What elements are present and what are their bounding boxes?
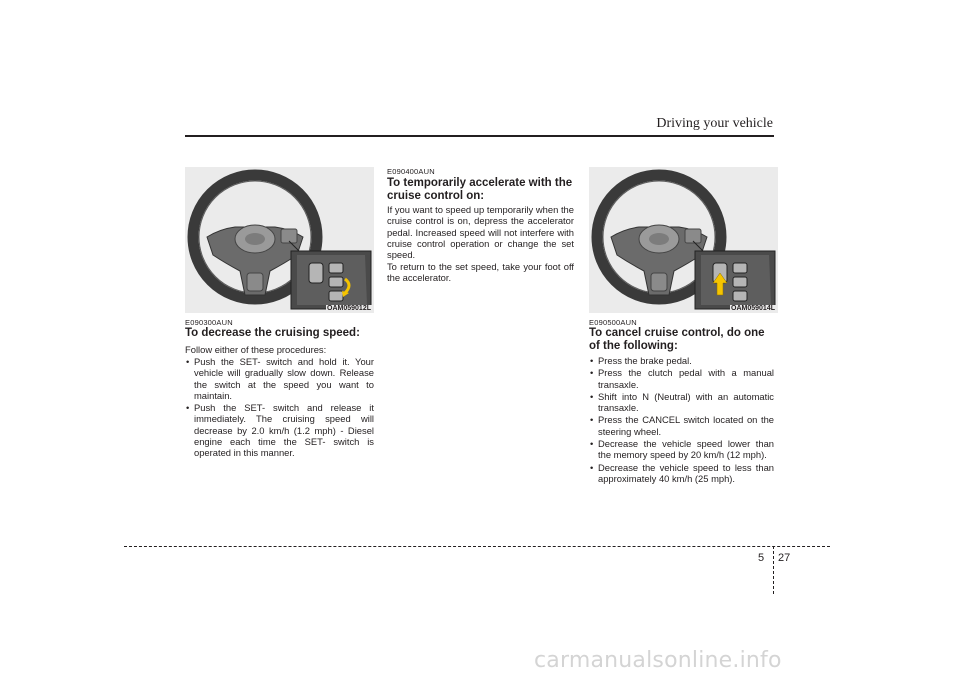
- list-item: • Decrease the vehicle speed to less than approximately 40 km/h (25 mph).: [589, 462, 774, 485]
- list-item: • Press the CANCEL switch located on the steering wheel.: [589, 414, 774, 437]
- list-item: • Push the SET- switch and hold it. Your vehicle will gradually slow down. Release the switch at the speed you want to maintain.: [185, 356, 374, 401]
- section-heading: [387, 177, 576, 203]
- list-item: • Push the SET- switch and release it immediately. The cruising speed will decrease by 2.0 km/h (1.2 mph) - Diesel engine each time the SET- switch is operated in this manner.: [185, 402, 374, 458]
- list-item: • Shift into N (Neutral) with an automatic transaxle.: [589, 391, 774, 414]
- section-heading: To decrease the cruising speed:: [185, 327, 360, 339]
- cancel-bullet-list: [589, 355, 774, 485]
- footer-dashed-rule: [124, 546, 830, 547]
- section-heading-line: of the following:: [589, 340, 678, 352]
- section-heading-line: To temporarily accelerate with the: [387, 177, 573, 189]
- section-heading: [589, 327, 778, 353]
- section-code: E090500AUN: [589, 318, 637, 327]
- steering-wheel-cancel-illustration: [589, 167, 778, 313]
- page-number: 27: [778, 552, 791, 564]
- list-item: • Press the clutch pedal with a manual transaxle.: [589, 367, 774, 390]
- section-paragraph: To return to the set speed, take your foot off the accelerator.: [387, 261, 574, 284]
- section-number: 5: [758, 552, 765, 564]
- section-heading-line: To cancel cruise control, do one: [589, 327, 765, 339]
- figure-code-label: OAM059014L: [731, 305, 775, 312]
- list-item: • Press the brake pedal.: [589, 355, 774, 366]
- section-heading-line: cruise control on:: [387, 190, 485, 202]
- header-rule: [185, 135, 774, 137]
- section-intro: Follow either of these procedures:: [185, 344, 327, 355]
- watermark: carmanualsonline.info: [534, 648, 782, 673]
- figure-steering-wheel-set: [185, 167, 374, 313]
- footer-dashed-divider: [773, 546, 774, 594]
- decrease-bullet-list: [185, 356, 374, 460]
- list-item: • Decrease the vehicle speed lower than the memory speed by 20 km/h (12 mph).: [589, 438, 774, 461]
- page-header-title: Driving your vehicle: [656, 116, 773, 131]
- steering-wheel-set-illustration: [185, 167, 374, 313]
- section-code: E090400AUN: [387, 167, 435, 176]
- section-code: E090300AUN: [185, 318, 233, 327]
- section-paragraph: If you want to speed up temporarily when the cruise control is on, depress the accelerator pedal. Increased speed will not interfere with cruise control operation or change the set speed.: [387, 204, 574, 261]
- figure-code-label: OAM059012L: [327, 305, 371, 312]
- figure-steering-wheel-cancel: [589, 167, 778, 313]
